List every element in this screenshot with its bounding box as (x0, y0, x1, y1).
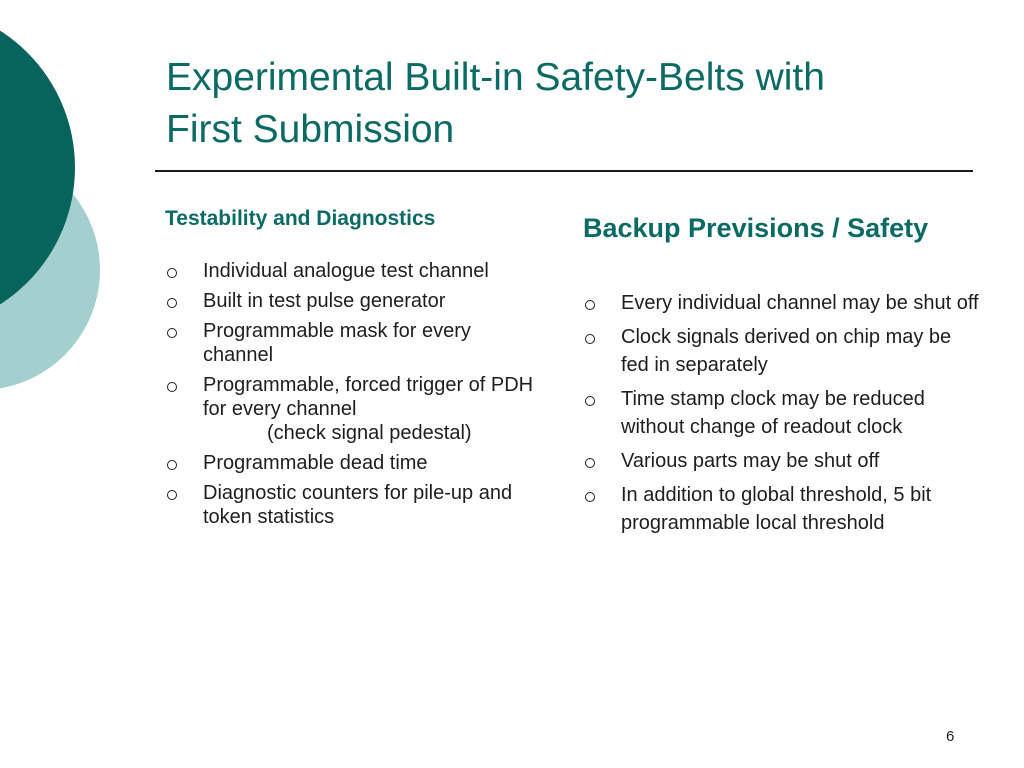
list-item-text: Built in test pulse generator (203, 290, 446, 312)
list-item-text: Individual analogue test channel (203, 260, 489, 282)
list-item (165, 481, 545, 529)
list-item (165, 319, 545, 367)
hollow-circle-bullet-icon (585, 300, 595, 310)
hollow-circle-bullet-icon (585, 396, 595, 406)
slide-title (166, 52, 966, 156)
list-item (583, 385, 983, 441)
list-item (165, 259, 545, 283)
hollow-circle-bullet-icon (167, 328, 177, 338)
list-item-text: Diagnostic counters for pile-up and token statistics (203, 482, 513, 528)
list-item-text: Time stamp clock may be reduced without change of readout clock (621, 388, 925, 438)
list-item (165, 289, 545, 313)
left-bullet-list (165, 259, 545, 529)
page-number: 6 (946, 728, 955, 745)
list-item-text: Programmable dead time (203, 452, 428, 474)
list-item-text: Clock signals derived on chip may be fed in separately (621, 326, 952, 376)
slide-title-line-2: First Submission (166, 108, 455, 151)
list-item-text: Various parts may be shut off (621, 450, 880, 472)
hollow-circle-bullet-icon (585, 458, 595, 468)
list-item-note: (check signal pedestal) (267, 422, 472, 444)
hollow-circle-bullet-icon (167, 490, 177, 500)
title-divider (155, 170, 973, 172)
right-column-heading: Backup Previsions / Safety (583, 213, 929, 243)
list-item (165, 373, 545, 445)
list-item (583, 323, 983, 379)
left-column-heading: Testability and Diagnostics (165, 207, 436, 230)
right-bullet-list (583, 289, 983, 537)
list-item (583, 447, 983, 475)
list-item-text: In addition to global threshold, 5 bit programmable local threshold (621, 484, 932, 534)
list-item (165, 451, 545, 475)
list-item-text: Every individual channel may be shut off (621, 292, 979, 314)
right-column (583, 209, 983, 543)
slide-title-line-1: Experimental Built-in Safety-Belts with (166, 56, 825, 99)
list-item-text: Programmable, forced trigger of PDH for every channel (203, 374, 534, 420)
hollow-circle-bullet-icon (167, 268, 177, 278)
hollow-circle-bullet-icon (167, 298, 177, 308)
left-column (165, 205, 545, 535)
hollow-circle-bullet-icon (167, 382, 177, 392)
list-item (583, 289, 983, 317)
hollow-circle-bullet-icon (585, 334, 595, 344)
list-item-text: Programmable mask for every channel (203, 320, 471, 366)
hollow-circle-bullet-icon (167, 460, 177, 470)
list-item (583, 481, 983, 537)
hollow-circle-bullet-icon (585, 492, 595, 502)
